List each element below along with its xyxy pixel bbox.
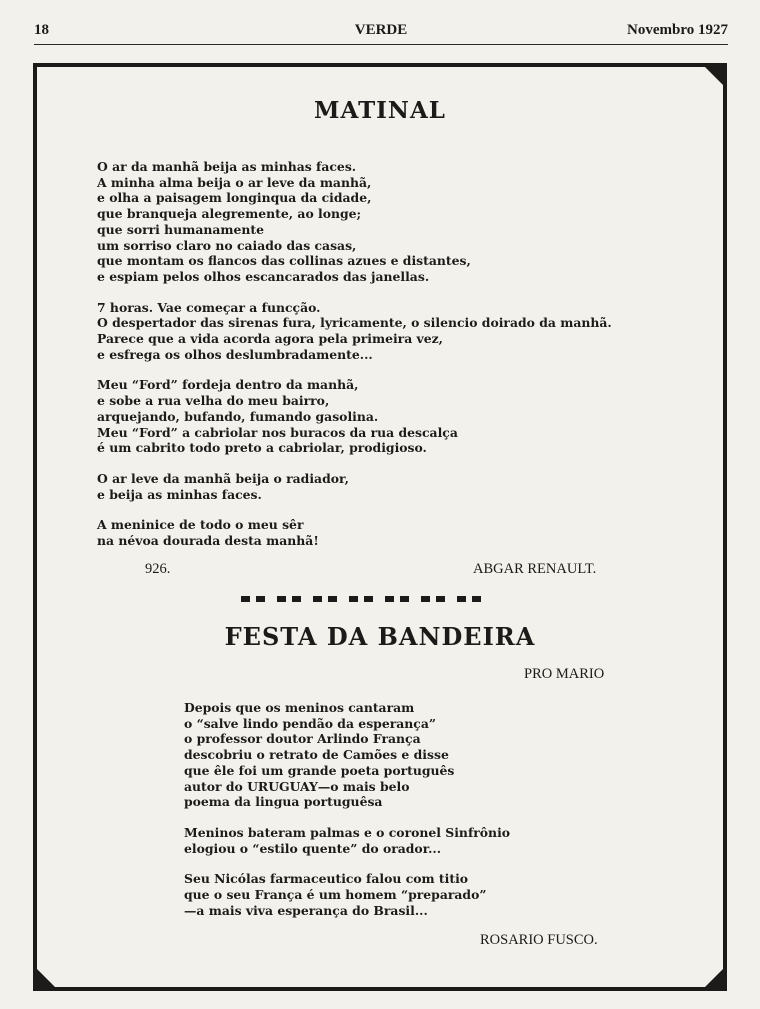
stanza: [184, 700, 510, 810]
poem-line: Parece que a vida acorda agora pela primeira vez,: [97, 331, 443, 347]
poem-line: e beija as minhas faces.: [97, 486, 262, 502]
stanza: [184, 871, 510, 918]
poem-line: elogiou o “estilo quente” do orador...: [184, 840, 442, 856]
stanza: [97, 159, 612, 285]
separator-mark: [313, 596, 337, 602]
frame-corner-bottom-left: [33, 965, 59, 991]
poem-dedication: PRO MARIO: [524, 666, 605, 682]
poem-line: o professor doutor Arlindo França: [184, 731, 421, 747]
poem-line: que o seu França é um homem “preparado”: [184, 887, 487, 903]
stanza: [97, 517, 612, 548]
poem-title-festa: FESTA DA BANDEIRA: [224, 622, 536, 651]
poem-body-festa: [184, 700, 510, 933]
poem-line: autor do URUGUAY—o mais belo: [184, 778, 410, 794]
separator-mark: [241, 596, 265, 602]
poem-line: O ar leve da manhã beija o radiador,: [97, 470, 349, 486]
frame-corner-top-right: [701, 63, 727, 89]
poem-body-matinal: [97, 159, 612, 564]
poem-line: Depois que os meninos cantaram: [184, 700, 415, 715]
poem-line: na névoa dourada desta manhã!: [97, 533, 319, 549]
poem-title-matinal: MATINAL: [314, 97, 446, 124]
separator-mark: [457, 596, 481, 602]
poem-line: O despertador das sirenas fura, lyricamente, o silencio doirado da manhã.: [97, 315, 612, 331]
stanza: [184, 825, 510, 856]
poem-line: O ar da manhã beija as minhas faces.: [97, 159, 357, 174]
separator-mark: [421, 596, 445, 602]
page-header: [34, 22, 728, 42]
poem-year: 926.: [145, 561, 171, 577]
poem-line: poema da lingua portuguêsa: [184, 794, 383, 810]
poem-line: que montam os flancos das collinas azues e distantes,: [97, 253, 471, 269]
issue-date: Novembro 1927: [627, 22, 728, 38]
author-signature-renault: ABGAR RENAULT.: [473, 561, 597, 577]
poem-line: que êle foi um grande poeta português: [184, 762, 455, 778]
poem-line: o “salve lindo pendão da esperança”: [184, 715, 436, 731]
stanza: [97, 471, 612, 502]
author-signature-fusco: ROSARIO FUSCO.: [480, 932, 598, 948]
page-number: 18: [34, 22, 49, 38]
poem-line: Meu “Ford” a cabriolar nos buracos da rua descalça: [97, 424, 458, 440]
poem-line: e olha a paisagem longinqua da cidade,: [97, 190, 372, 206]
poem-line: um sorriso claro no caiado das casas,: [97, 237, 357, 253]
separator-mark: [349, 596, 373, 602]
poem-line: e sobe a rua velha do meu bairro,: [97, 393, 330, 409]
poem-line: —a mais viva esperança do Brasil...: [184, 902, 428, 918]
stanza: [97, 377, 612, 456]
poem-line: Meu “Ford” fordeja dentro da manhã,: [97, 377, 359, 393]
poem-line: e espiam pelos olhos escancarados das janellas.: [97, 268, 430, 284]
stanza: [97, 300, 612, 363]
poem-line: arquejando, bufando, fumando gasolina.: [97, 408, 379, 424]
separator-mark: [385, 596, 409, 602]
poem-line: descobriu o retrato de Camões e disse: [184, 747, 449, 763]
section-separator: [241, 596, 481, 602]
separator-mark: [277, 596, 301, 602]
poem-line: Seu Nicólas farmaceutico falou com titio: [184, 871, 469, 887]
header-rule: [34, 44, 728, 45]
poem-line: e esfrega os olhos deslumbradamente...: [97, 346, 373, 362]
poem-line: é um cabrito todo preto a cabriolar, prodigioso.: [97, 440, 427, 456]
poem-line: A meninice de todo o meu sêr: [97, 517, 304, 533]
poem-line: 7 horas. Vae começar a funcção.: [97, 299, 321, 315]
poem-line: A minha alma beija o ar leve da manhã,: [97, 174, 372, 190]
poem-line: que branqueja alegremente, ao longe;: [97, 206, 362, 222]
magazine-name: VERDE: [354, 22, 408, 38]
poem-line: que sorri humanamente: [97, 221, 264, 237]
frame-corner-bottom-right: [701, 965, 727, 991]
poem-line: Meninos bateram palmas e o coronel Sinfrônio: [184, 824, 511, 840]
